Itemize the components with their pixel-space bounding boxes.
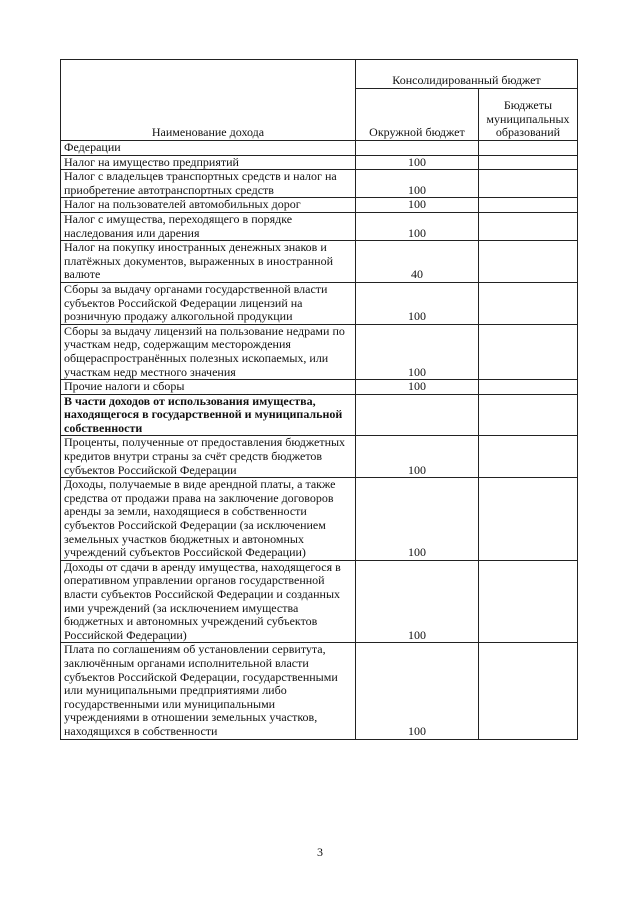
okrug-percent-cell [355,394,478,436]
okrug-percent-cell: 100 [355,560,478,643]
revenue-name-cell: Доходы, получаемые в виде арендной платы, а также средства от продажи права на заключение договоров аренды за земли, находящиеся в собственности субъектов Российской Федерации (за исключением земельных участков бюджетных и автономных учреждений субъектов Российской Федерации) [61,478,356,561]
table-row [61,560,578,643]
consolidated-budget-header: Консолидированный бюджет [355,60,577,89]
municipal-percent-cell [478,241,577,283]
revenue-name-cell: Федерации [61,141,356,156]
table-row [61,282,578,324]
okrug-percent-cell: 100 [355,198,478,213]
revenue-name-cell: Налог с имущества, переходящего в порядке наследования или дарения [61,212,356,240]
okrug-percent-cell: 40 [355,241,478,283]
municipal-percent-cell [478,141,577,156]
okrug-percent-cell: 100 [355,170,478,198]
municipal-percent-cell [478,643,577,739]
table-row [61,324,578,379]
table-row [61,170,578,198]
table-row [61,241,578,283]
municipal-percent-cell [478,155,577,170]
table-body [61,141,578,740]
table-row [61,212,578,240]
revenue-name-cell: В части доходов от использования имущества, находящегося в государственной и муниципальной собственности [61,394,356,436]
okrug-percent-cell: 100 [355,380,478,395]
municipal-percent-cell [478,198,577,213]
municipal-percent-cell [478,380,577,395]
table-row [61,198,578,213]
municipal-budget-header: Бюджеты муниципальных образований [478,88,577,140]
municipal-percent-cell [478,478,577,561]
municipal-percent-cell [478,394,577,436]
municipal-percent-cell [478,170,577,198]
municipal-percent-cell [478,436,577,478]
revenue-name-cell: Проценты, полученные от предоставления бюджетных кредитов внутри страны за счёт средств бюджетов субъектов Российской Федерации [61,436,356,478]
okrug-percent-cell: 100 [355,155,478,170]
table-row [61,380,578,395]
table-row [61,478,578,561]
revenue-name-cell: Доходы от сдачи в аренду имущества, находящегося в оперативном управлении органов государственной власти субъектов Российской Федерации и созданных ими учреждений (за исключением имущества бюджетных и автономных учреждений субъектов Российской Федерации) [61,560,356,643]
header-row-top [61,60,578,89]
municipal-percent-cell [478,560,577,643]
page-number: 3 [317,845,323,859]
revenue-name-cell: Налог на имущество предприятий [61,155,356,170]
revenue-name-cell: Сборы за выдачу органами государственной власти субъектов Российской Федерации лицензий на розничную продажу алкогольной продукции [61,282,356,324]
revenue-name-cell: Прочие налоги и сборы [61,380,356,395]
revenue-name-cell: Налог на пользователей автомобильных дорог [61,198,356,213]
table-row [61,643,578,739]
okrug-budget-header: Окружной бюджет [355,88,478,140]
revenue-name-header: Наименование дохода [61,60,356,141]
okrug-percent-cell: 100 [355,643,478,739]
table-row [61,155,578,170]
okrug-percent-cell: 100 [355,282,478,324]
municipal-percent-cell [478,212,577,240]
okrug-percent-cell: 100 [355,478,478,561]
municipal-percent-cell [478,324,577,379]
okrug-percent-cell: 100 [355,436,478,478]
revenue-name-cell: Налог с владельцев транспортных средств и налог на приобретение автотранспортных средств [61,170,356,198]
municipal-percent-cell [478,282,577,324]
revenue-name-cell: Сборы за выдачу лицензий на пользование недрами по участкам недр, содержащим месторождения общераспространённых полезных ископаемых, или участкам недр местного значения [61,324,356,379]
revenue-name-cell: Плата по соглашениям об установлении сервитута, заключённым органами исполнительной власти субъектов Российской Федерации, государственными или муниципальными предприятиями либо государственными или муниципальными учреждениями в отношении земельных участков, находящихся в собственности [61,643,356,739]
table-row [61,141,578,156]
okrug-percent-cell: 100 [355,324,478,379]
okrug-percent-cell: 100 [355,212,478,240]
table-row [61,436,578,478]
table-row [61,394,578,436]
okrug-percent-cell [355,141,478,156]
revenue-name-cell: Налог на покупку иностранных денежных знаков и платёжных документов, выраженных в иностранной валюте [61,241,356,283]
revenue-distribution-table [60,59,578,740]
